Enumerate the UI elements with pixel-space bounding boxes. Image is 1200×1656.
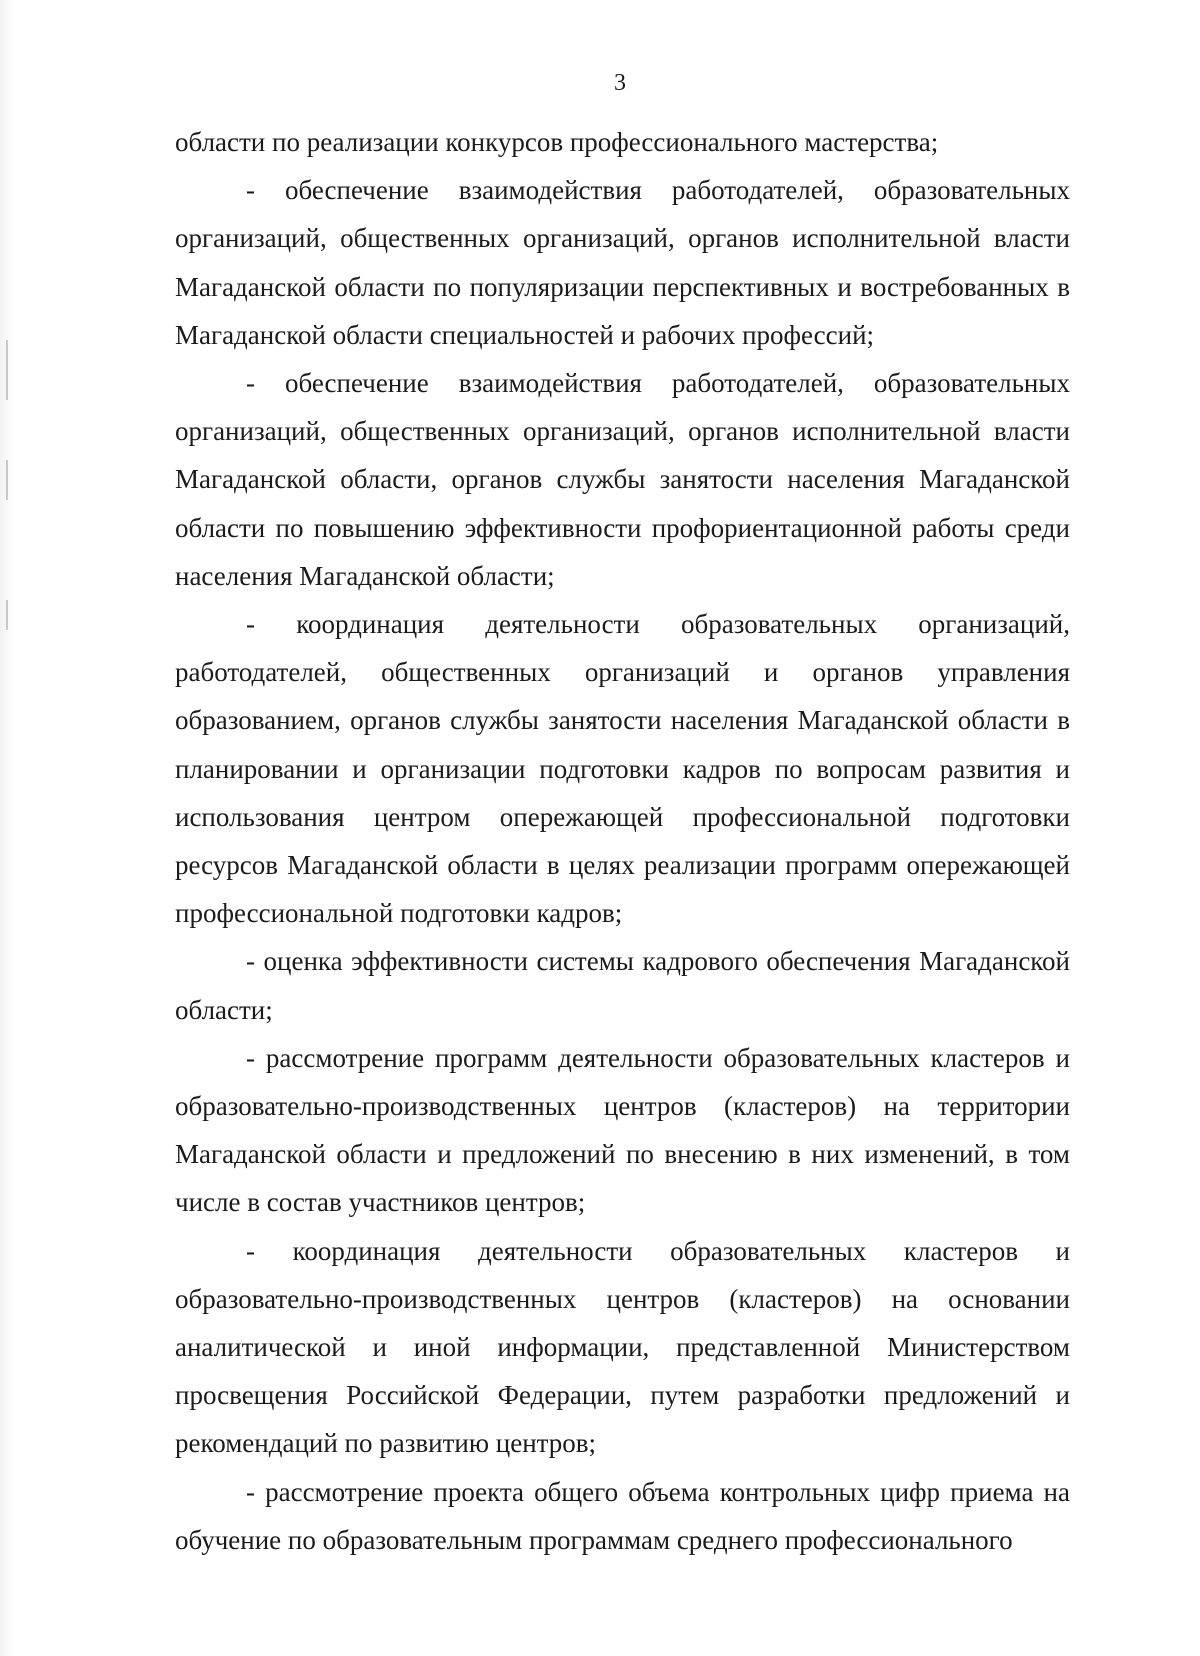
- document-body: [175, 118, 1070, 1564]
- scan-edge: [0, 0, 14, 1656]
- page-number: 3: [614, 70, 626, 96]
- scan-mark: [6, 600, 8, 630]
- paragraph: - оценка эффективности системы кадрового обеспечения Магаданской области;: [175, 946, 1070, 1025]
- paragraph: - обеспечение взаимодействия работодателей, образовательных организаций, общественных организаций, органов исполнительной власти Магаданской области по популяризации перспективных и востребованных в Магаданской области специальностей и рабочих профессий;: [175, 175, 1070, 350]
- paragraph: - рассмотрение программ деятельности образовательных кластеров и образовательно-производственных центров (кластеров) на территории Магаданской области и предложений по внесению в них изменений, в том числе в состав участников центров;: [175, 1042, 1070, 1218]
- scan-mark: [6, 460, 8, 500]
- paragraph: области по реализации конкурсов профессионального мастерства;: [175, 127, 939, 157]
- paragraph: - координация деятельности образовательных организаций, работодателей, общественных организаций и органов управления образованием, органов службы занятости населения Магаданской области в планировании и организации подготовки кадров по вопросам развития и использования центром опережающей профессиональной подготовки ресурсов Магаданской области в целях реализации программ опережающей профессиональной подготовки кадров;: [175, 609, 1070, 929]
- paragraph: - координация деятельности образовательных кластеров и образовательно-производственных центров (кластеров) на основании аналитической и иной информации, представленной Министерством просвещения Российской Федерации, путем разработки предложений и рекомендаций по развитию центров;: [175, 1235, 1070, 1459]
- scan-mark: [6, 340, 8, 400]
- paragraph: - обеспечение взаимодействия работодателей, образовательных организаций, общественных организаций, органов исполнительной власти Магаданской области, органов службы занятости населения Магаданской области по повышению эффективности профориентационной работы среди населения Магаданской области;: [175, 368, 1070, 591]
- paragraph: - рассмотрение проекта общего объема контрольных цифр приема на обучение по образовательным программам среднего профессионального: [175, 1476, 1070, 1555]
